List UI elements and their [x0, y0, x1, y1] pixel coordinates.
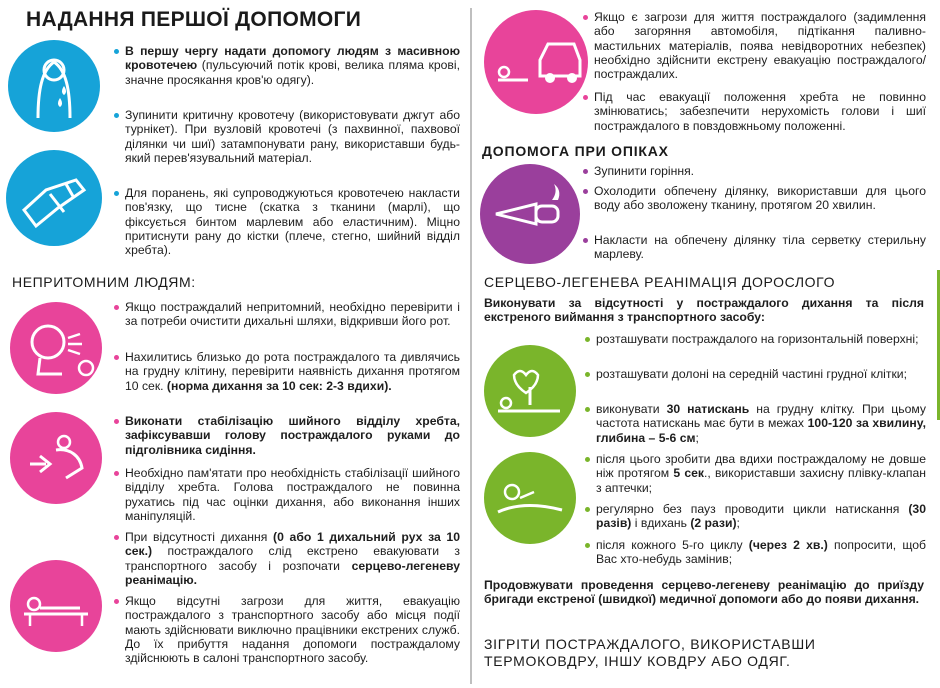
evacuation-item-2 — [594, 90, 926, 133]
burns-item-2 — [594, 184, 926, 213]
car-accident-icon — [484, 10, 588, 114]
bullet — [585, 543, 590, 548]
warm-footer: ЗІГРІТИ ПОСТРАЖДАЛОГО, ВИКОРИСТАВШИ ТЕРМОКОВДРУ, ІНШУ КОВДРУ АБО ОДЯГ. — [484, 636, 816, 669]
unconscious-item-1-text: Якщо постраждалий непритомний, необхідно перевірити і за потреби очистити дихальні шляхи, відкривши його рот. — [125, 300, 460, 329]
evacuation-item-2-text: Під час евакуації положення хребта не повинно змінюватись; забезпечити нерухомість голови і шиї постраждалого в повздовжньому положенні. — [594, 90, 926, 133]
bleeding-item-1-text: (пульсуючий потік крові, велика пляма крові, значне просякання кров'ю одягу). — [125, 58, 460, 87]
bullet — [583, 238, 588, 243]
bullet — [114, 599, 119, 604]
bleeding-item-2 — [125, 108, 460, 165]
unconscious-item-3-text: Виконати стабілізацію шийного відділу хребта, зафіксувавши голову постраждалого руками до підголівника сидіння. — [125, 414, 460, 457]
bullet — [114, 305, 119, 310]
cpr-heading: СЕРЦЕВО-ЛЕГЕНЕВА РЕАНІМАЦІЯ ДОРОСЛОГО — [484, 274, 836, 290]
bullet — [583, 15, 588, 20]
cpr-item-6-a: після кожного 5-го циклу — [596, 538, 749, 552]
unconscious-item-5-a: При відсутності дихання — [125, 530, 274, 544]
column-divider — [470, 8, 472, 684]
cpr-item-3-b: 30 натискань — [666, 402, 750, 416]
bullet — [585, 407, 590, 412]
burns-item-3-text: Накласти на обпечену ділянку тіла серветку стерильну марлеву. — [594, 233, 926, 262]
cpr-item-4-b: 5 сек — [673, 466, 704, 481]
bullet — [585, 337, 590, 342]
cpr-item-5-e: ; — [736, 516, 740, 531]
bullet — [583, 95, 588, 100]
bleeding-item-3 — [125, 186, 460, 257]
bullet — [114, 191, 119, 196]
cpr-item-3-c: на грудну клітку. При цьому частота натискань має бути в межах — [596, 402, 927, 431]
cpr-item-6-c: попросити, щоб Вас хто-небудь замінив; — [596, 538, 926, 567]
burns-item-1-text: Зупинити горіння. — [594, 164, 695, 178]
cpr-item-5-d: (2 рази) — [690, 516, 737, 531]
cpr-item-6 — [596, 538, 926, 567]
bullet — [114, 113, 119, 118]
unconscious-item-5-d: серцево-легеневу реанімацію. — [125, 558, 460, 587]
bleeding-icon — [8, 40, 100, 132]
unconscious-item-2-text: Нахилитись близько до рота постраждалого та дивлячись на грудну клітину, перевірити наявність дихання протягом 10 сек. — [125, 350, 460, 393]
cpr-icon — [484, 345, 576, 437]
unconscious-item-5-b: (0 або 1 дихальний рух за 10 сек.) — [125, 530, 460, 559]
cpr-item-5 — [596, 502, 926, 531]
bullet — [114, 49, 119, 54]
bullet — [585, 457, 590, 462]
bullet — [114, 419, 119, 424]
bleeding-item-3-text: Для поранень, які супроводжуються кровотечею накласти пов'язку, що тисне (скатка з тканини (марлі), що фіксується бинтом марлевим або еластичним). Міцно притиснути рану до кістки (плече, стегно, шийний відділ хребта). — [125, 186, 460, 258]
unconscious-item-4 — [125, 466, 460, 523]
unconscious-item-2 — [125, 350, 460, 393]
evacuation-item-1-text: Якщо є загрози для життя постраждалого (задимлення або загоряння автомобіля, підтікання паливно-мастильних матеріалів, поява невідворотних небезпек) необхідно здійснити екстрену евакуацію постраждалого/ постраждалих. — [594, 10, 926, 82]
breathing-check-icon — [10, 302, 102, 394]
bleeding-item-1 — [125, 44, 460, 87]
unconscious-item-2-bold: (норма дихання за 10 сек: 2-3 вдихи). — [166, 378, 392, 393]
bullet — [585, 372, 590, 377]
cpr-item-4 — [596, 452, 926, 495]
cpr-item-2 — [596, 367, 926, 381]
bullet — [114, 355, 119, 360]
cpr-intro: Виконувати за відсутності у постраждалого дихання та після екстреного виймання з транспортного засобу: — [484, 296, 924, 325]
recovery-position-icon — [484, 452, 576, 544]
cpr-item-5-a: регулярно без пауз проводити цикли натискання — [596, 502, 909, 516]
cpr-item-3 — [596, 402, 926, 445]
cpr-item-2-text: розташувати долоні на середній частині грудної клітки; — [596, 367, 907, 381]
unconscious-item-6-text: Якщо відсутні загрози для життя, евакуацію постраждалого з транспортного засобу або місця події мають здійснювати виключно працівники екстрених служб. До їх прибуття надання допомоги постраждалому здійснюють в салоні транспортного засобу. — [125, 594, 460, 666]
neck-stabilization-icon — [10, 412, 102, 504]
bullet — [114, 535, 119, 540]
page-title: НАДАННЯ ПЕРШОЇ ДОПОМОГИ — [26, 8, 362, 31]
bandage-icon — [6, 150, 102, 246]
unconscious-item-5 — [125, 530, 460, 587]
unconscious-item-4-text: Необхідно пам'ятати про необхідність стабілізації шийного відділу хребта. Голова постраждалого не повинна рухатись під час оцінки дихання, або виконання інших маніпуляцій. — [125, 466, 460, 523]
unconscious-heading: НЕПРИТОМНИМ ЛЮДЯМ: — [12, 274, 196, 290]
burn-icon — [480, 164, 580, 264]
cpr-item-1 — [596, 332, 926, 346]
unconscious-item-1 — [125, 300, 460, 329]
cpr-item-4-c: ., використавши захисну плівку-клапан з аптечки; — [596, 466, 926, 495]
bullet — [585, 507, 590, 512]
cpr-continue: Продовжувати проведення серцево-легеневу реанімацію до приїзду бригади екстреної (швидкої) медичної допомоги або до появи дихання. — [484, 578, 924, 607]
cpr-item-1-text: розташувати постраждалого на горизонтальній поверхні; — [596, 332, 919, 346]
cpr-item-3-a: виконувати — [596, 402, 667, 416]
bullet — [583, 169, 588, 174]
cpr-item-4-a: після цього зробити два вдихи постраждалому не довше ніж протягом — [596, 452, 926, 481]
right-column — [474, 0, 940, 688]
cpr-item-3-e: ; — [695, 430, 699, 445]
bullet — [583, 189, 588, 194]
burns-item-1 — [594, 164, 926, 178]
burns-item-3 — [594, 233, 926, 262]
evacuation-stretcher-icon — [10, 560, 102, 652]
bleeding-item-2-text: Зупинити критичну кровотечу (використовувати джгут або турнікет). При вузловій кровотечі (з пахвинної, пахвової ділянки чи шиї) затампонувати рану, використавши будь-який перев'язувальний матеріал. — [125, 108, 460, 165]
unconscious-item-5-c: постраждалого слід екстрено евакуювати з транспортного засобу і розпочати — [125, 544, 460, 573]
evacuation-item-1 — [594, 10, 926, 81]
cpr-item-5-c: і вдихань — [631, 516, 691, 531]
unconscious-item-6 — [125, 594, 460, 665]
bleeding-item-1-bold: В першу чергу надати допомогу людям з масивною кровотечею — [125, 44, 460, 73]
unconscious-item-3 — [125, 414, 460, 457]
burns-item-2-text: Охолодити обпечену ділянку, використавши для цього воду або зволожену тканину, протягом 20 хвилин. — [594, 184, 926, 213]
cpr-item-5-b: (30 разів) — [596, 502, 926, 531]
bullet — [114, 471, 119, 476]
cpr-item-3-d: 100-120 за хвилину, глибина – 5-6 см — [596, 416, 926, 445]
cpr-item-6-b: (через 2 хв.) — [748, 538, 828, 552]
burns-heading: ДОПОМОГА ПРИ ОПІКАХ — [482, 143, 669, 159]
